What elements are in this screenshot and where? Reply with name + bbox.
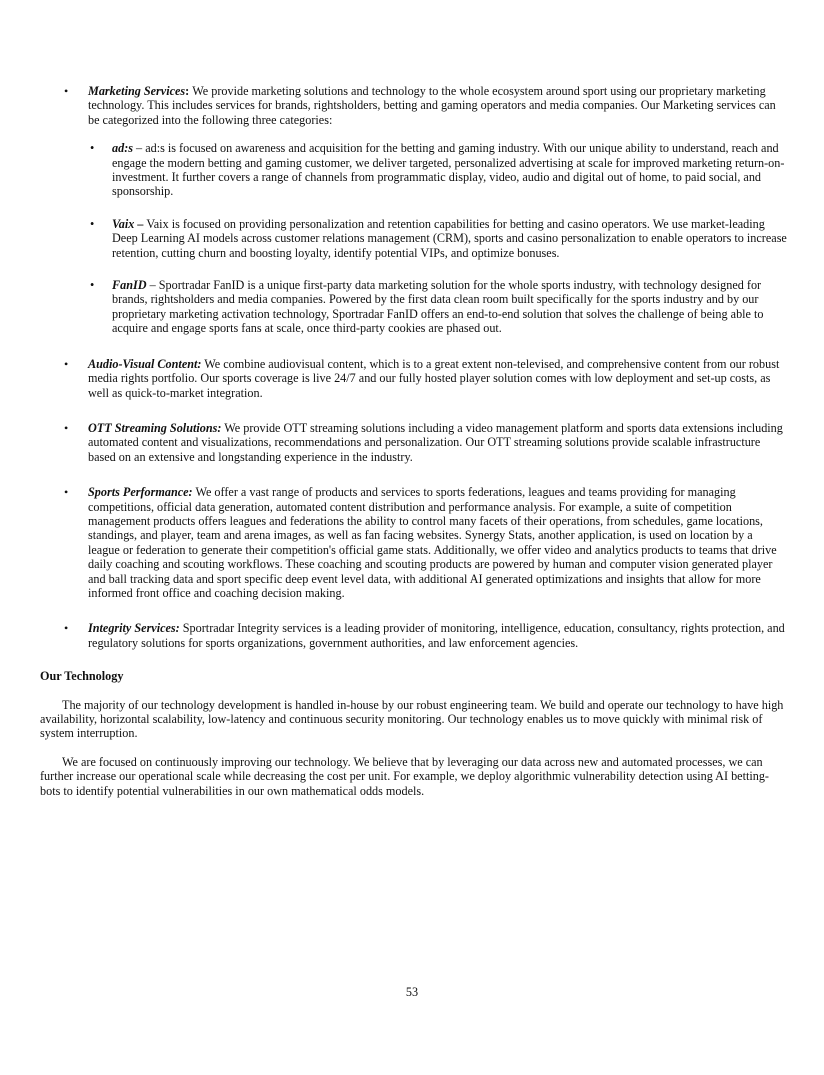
- bullet-term: Sports Performance:: [88, 485, 193, 500]
- bullet-text: We offer a vast range of products and services to sports federations, leagues and teams providing for managing competitions, official data generation, automated content distribution and performance analysis. For example, a suite of competition management products offers leagues and federations the ability to control many facets of their operations, from schedules, game locations, standings, and player, team and arena images, as well as fan facing websites. Synergy Stats, another application, is used on location by a league or federation to generate their competition's official game stats. Additionally, we offer video and analytics products to teams that drive daily coaching and scouting workflows. These coaching and scouting products are powered by human and computer vision generated player and ball tracking data and sport specific deep event level data, with additional AI generated optimizations and insights that allow for more informed front office and coaching decision making.: [88, 485, 777, 600]
- services-list: [40, 84, 787, 650]
- marketing-sublist: [88, 141, 787, 335]
- bullet-text: We provide marketing solutions and technology to the whole ecosystem around sport using our proprietary marketing technology. This includes services for brands, rightsholders, betting and gaming operators and media companies. Our Marketing services can be categorized into the following three categories:: [88, 84, 776, 127]
- document-page: [40, 84, 787, 812]
- section-heading: Our Technology: [40, 669, 124, 684]
- sub-term: Vaix –: [112, 216, 144, 231]
- bullet-text: We provide OTT streaming solutions including a video management platform and sports data extensions including automated content and visualizations, recommendations and personalization. Our OTT streaming solutions provide scalable infrastructure based on an extensive and longstanding experience in the industry.: [88, 420, 783, 464]
- sub-term: FanID: [112, 278, 147, 293]
- sub-text: Sportradar FanID is a unique first-party data marketing solution for the whole sports industry, with technology designed for brands, rightsholders and media companies. Powered by the first data clean room built specifically for the sports industry and by our proprietary marketing activation technology, Sportradar FanID offers an end-to-end solution that solves the challenge of being able to acquire and engage sports fans at scale, once third-party cookies are phased out.: [112, 278, 764, 336]
- list-item-sports-performance: [40, 485, 787, 600]
- bullet-term: Audio-Visual Content:: [88, 356, 202, 371]
- sublist-item-ads: [88, 141, 787, 199]
- sub-text: ad:s is focused on awareness and acquisition for the betting and gaming industry. With our unique ability to understand, reach and engage the modern betting and gaming customer, we deliver targeted, personalized advertising at scale for improved marketing return-on-investment. It further covers a range of channels from programmatic display, video, audio and digital out of home, to paid social, and sponsorship.: [112, 141, 785, 199]
- sub-term: ad:s: [112, 141, 133, 156]
- sublist-item-fanid: [88, 278, 787, 336]
- bullet-term: Integrity Services:: [88, 621, 180, 636]
- bullet-text: Sportradar Integrity services is a leading provider of monitoring, intelligence, education, consultancy, rights protection, and regulatory solutions for sports organizations, government authorities, and law enforcement agencies.: [88, 621, 785, 650]
- list-item-audio-visual-content: [40, 357, 787, 400]
- sub-separator: –: [133, 141, 146, 156]
- list-item-integrity-services: [40, 621, 787, 650]
- sub-separator: –: [146, 278, 159, 293]
- page-number: 53: [405, 985, 419, 999]
- bullet-term: OTT Streaming Solutions:: [88, 420, 222, 435]
- list-item-marketing-services: [40, 84, 787, 336]
- sublist-item-vaix: [88, 217, 787, 260]
- section-paragraph: The majority of our technology development is handled in-house by our robust engineering team. We build and operate our technology to have high availability, horizontal scalability, low-latency and continuous security monitoring. Our technology enables us to move quickly with minimal risk of system interruption.: [40, 697, 784, 741]
- bullet-separator: :: [185, 84, 193, 98]
- list-item-ott-streaming: [40, 421, 787, 464]
- section-paragraph: We are focused on continuously improving our technology. We believe that by leveraging our data across new and automated processes, we can further increase our operational scale while decreasing the cost per unit. For example, we deploy algorithmic vulnerability detection using AI betting-bots to identify potential vulnerabilities in our own mathematical odds models.: [40, 754, 769, 798]
- bullet-text: We combine audiovisual content, which is to a great extent non-televised, and comprehensive content from our robust media rights portfolio. Our sports coverage is live 24/7 and our fully hosted player solution comes with low deployment and set-up costs, as well as quick-to-market integration.: [88, 356, 780, 400]
- sub-text: Vaix is focused on providing personalization and retention capabilities for betting and casino operators. We use market-leading Deep Learning AI models across customer relations management (CRM), sports and casino personalization to enable operators to increase retention, cutting churn and boosting loyalty, identify potential VIPs, and optimize bonuses.: [112, 216, 787, 260]
- bullet-term: Marketing Services: [88, 84, 186, 98]
